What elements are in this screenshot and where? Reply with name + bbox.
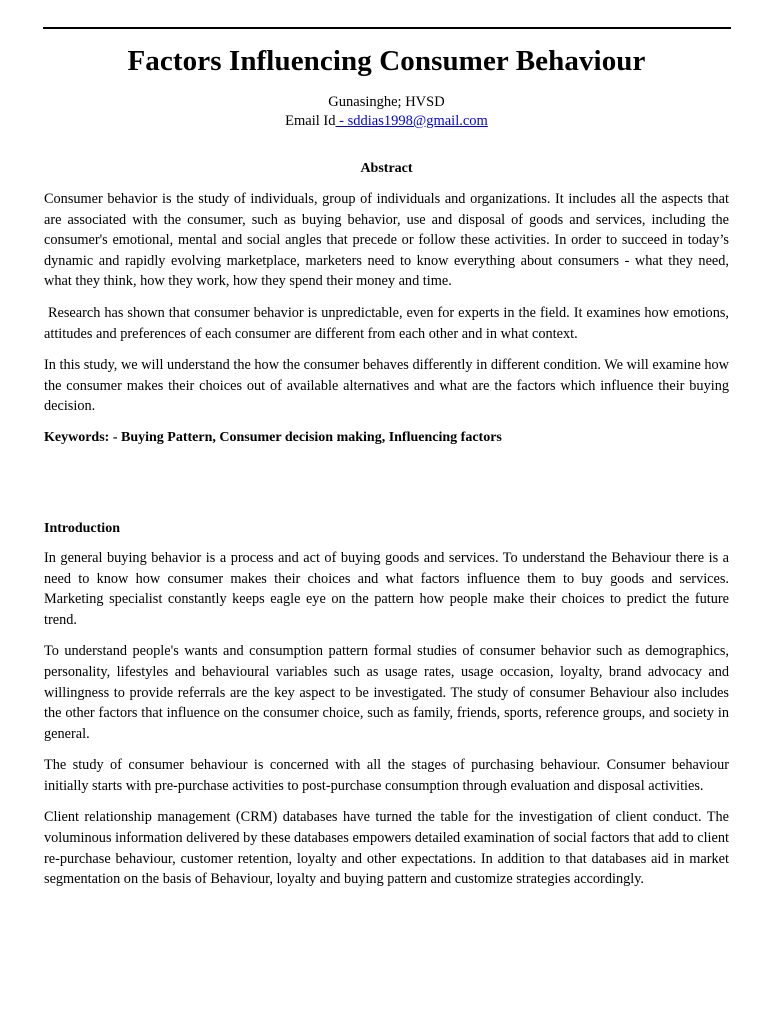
abstract-paragraph: Research has shown that consumer behavior is unpredictable, even for experts in the field. It examines how emotions, attitudes and preferences of each consumer are different from each other and in what context. xyxy=(44,304,729,342)
intro-paragraph: In general buying behavior is a process and act of buying goods and services. To understand the Behaviour there is a need to know how consumer makes their choices and what factors influence them to buy goods and services. Marketing specialist constantly keeps eagle eye on the pattern how people make their choices to predict the future trend. xyxy=(44,549,729,628)
intro-paragraph: To understand people's wants and consumption pattern formal studies of consumer behavior such as demographics, personality, lifestyles and behavioural variables such as usage rates, usage occasion, loyalty, brand advocacy and willingness to provide referrals are the key aspect to be investigated. The study of consumer Behaviour also includes the other factors that influence on the consumer choice, such as family, friends, sports, reference groups, and society in general. xyxy=(44,643,729,742)
author-line: Gunasinghe; HVSD xyxy=(328,94,445,110)
email-line xyxy=(44,112,729,131)
introduction-heading: Introduction xyxy=(44,520,120,536)
abstract-paragraph: Consumer behavior is the study of individuals, group of individuals and organizations. It includes all the aspects that are associated with the consumer, such as buying behavior, use and disposal of goods and services, including the consumer's emotional, mental and social angles that precede or follow these activities. In order to succeed in today’s dynamic and rapidly evolving marketplace, marketers need to know everything about consumers - what they need, what they think, how they work, how they spend their money and time. xyxy=(44,191,729,290)
intro-paragraph: Client relationship management (CRM) databases have turned the table for the investigation of client conduct. The voluminous information delivered by these databases empowers detailed examination of social factors that add to client re-purchase behaviour, customer retention, loyalty and other expectations. In addition to that databases aid in market segmentation on the basis of Behaviour, loyalty and buying pattern and customize strategies accordingly. xyxy=(44,809,729,888)
abstract-paragraph: In this study, we will understand the how the consumer behaves differently in different condition. We will examine how the consumer makes their choices out of available alternatives and what are the factors which influence their buying decision. xyxy=(44,357,729,415)
email-link[interactable]: - sddias1998@gmail.com xyxy=(335,113,488,129)
paper-page xyxy=(44,40,729,901)
abstract-heading: Abstract xyxy=(360,161,413,176)
email-label: Email Id xyxy=(285,113,336,129)
keywords-line: Keywords: - Buying Pattern, Consumer decision making, Influencing factors xyxy=(44,429,502,445)
paper-title: Factors Influencing Consumer Behaviour xyxy=(127,45,646,77)
intro-paragraph: The study of consumer behaviour is concerned with all the stages of purchasing behaviour. Consumer behaviour initially starts with pre-purchase activities to post-purchase consumption through evaluation and disposal activities. xyxy=(44,757,729,794)
top-rule xyxy=(43,27,731,29)
